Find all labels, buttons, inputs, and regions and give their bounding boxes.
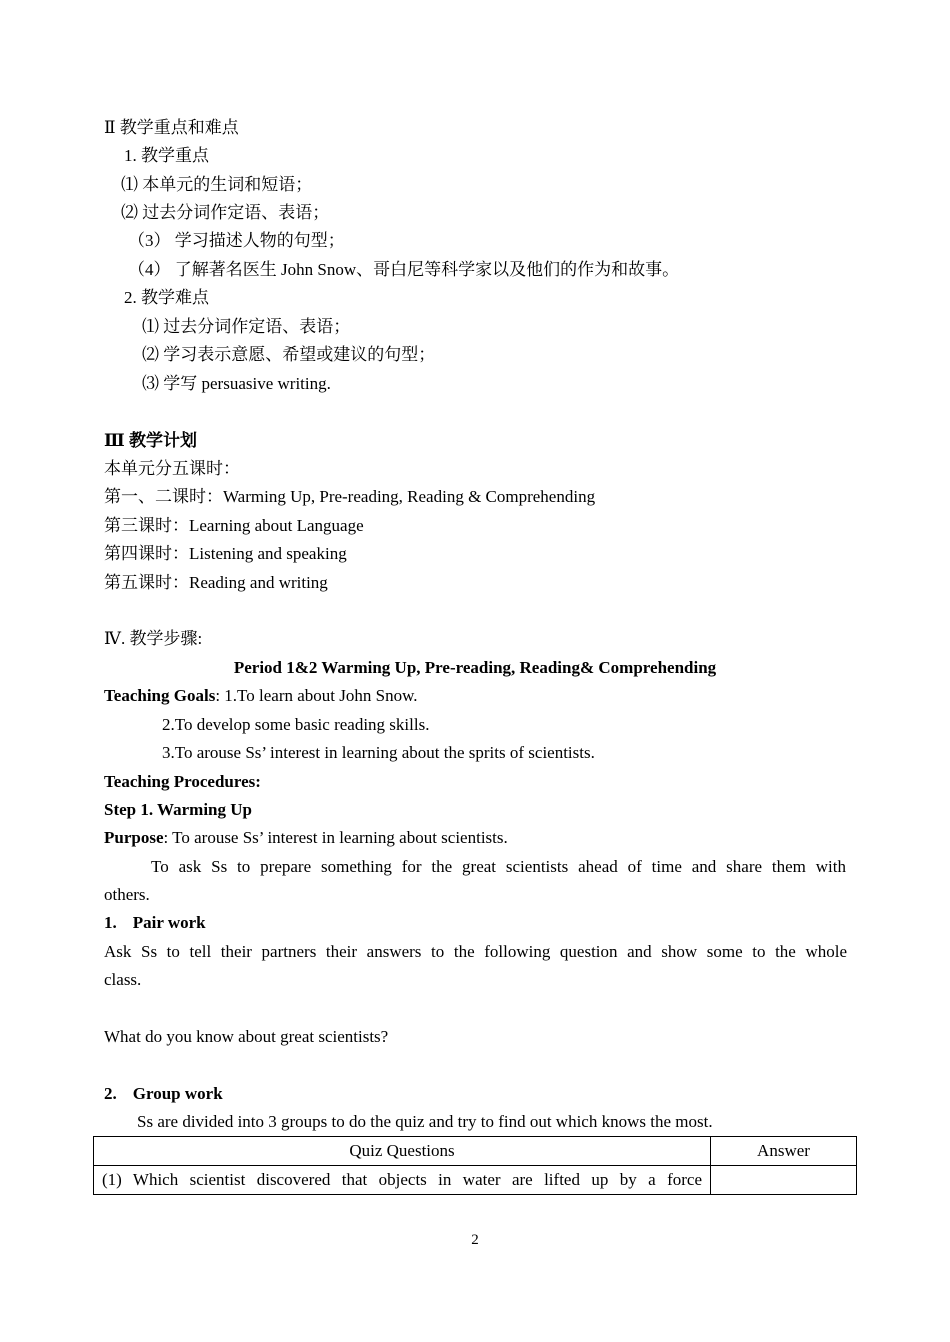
period-title: Period 1&2 Warming Up, Pre-reading, Reading& Comprehending <box>233 658 717 677</box>
pair-work-number: 1. <box>104 913 117 932</box>
quiz-questions-header: Quiz Questions <box>94 1137 711 1166</box>
purpose <box>104 827 508 849</box>
difficult-point-item: ⑵ 学习表示意愿、希望或建议的句型； <box>142 345 436 364</box>
group-work-number: 2. <box>104 1084 117 1103</box>
difficult-point-item: ⑶ 学写 persuasive writing. <box>142 374 331 393</box>
teaching-procedures-heading: Teaching Procedures: <box>104 772 261 791</box>
prep-paragraph-line: To ask Ss to prepare something for the great scientists ahead of time and share them with <box>151 857 846 876</box>
quiz-question-cell: (1) Which scientist discovered that objects in water are lifted up by a force <box>94 1166 711 1195</box>
key-point-item: ⑵ 过去分词作定语、表语； <box>121 203 330 222</box>
subheading-difficult-points: 2. 教学难点 <box>124 288 209 307</box>
step-1-heading: Step 1. Warming Up <box>104 800 252 819</box>
group-work-text: Ss are divided into 3 groups to do the quiz and try to find out which knows the most. <box>137 1112 713 1131</box>
plan-period: 第三课时：Learning about Language <box>104 516 364 535</box>
goal-3: 3.To arouse Ss’ interest in learning about the sprits of scientists. <box>162 743 595 762</box>
prep-paragraph-line: others. <box>104 885 150 904</box>
pair-work-text-line: class. <box>104 970 142 989</box>
goal-2: 2.To develop some basic reading skills. <box>162 715 430 734</box>
subheading-key-points: 1. 教学重点 <box>124 146 209 165</box>
group-work-heading <box>104 1083 223 1105</box>
difficult-point-item: ⑴ 过去分词作定语、表语； <box>142 317 351 336</box>
pair-work-heading <box>104 912 206 934</box>
discussion-question: What do you know about great scientists? <box>104 1027 389 1046</box>
table-row <box>94 1166 857 1195</box>
pair-work-text-line: Ask Ss to tell their partners their answers to the following question and show some to the whole <box>104 942 847 961</box>
section-2-heading: Ⅱ 教学重点和难点 <box>104 118 239 137</box>
purpose-text: : To arouse Ss’ interest in learning about scientists. <box>163 828 508 847</box>
plan-period: 第四课时：Listening and speaking <box>104 544 347 563</box>
section-3-heading: Ⅲ 教学计划 <box>104 431 197 450</box>
teaching-goals-label: Teaching Goals <box>104 686 216 705</box>
plan-intro: 本单元分五课时： <box>104 459 240 478</box>
purpose-label: Purpose <box>104 828 164 847</box>
teaching-goals <box>104 685 418 707</box>
key-point-item: ⑴ 本单元的生词和短语； <box>121 175 313 194</box>
page-number: 2 <box>471 1232 479 1248</box>
plan-period: 第五课时：Reading and writing <box>104 573 328 592</box>
key-point-item: （3） 学习描述人物的句型； <box>128 231 345 250</box>
group-work-title: Group work <box>132 1084 223 1103</box>
pair-work-title: Pair work <box>132 913 206 932</box>
answer-header: Answer <box>711 1137 857 1166</box>
quiz-table <box>93 1136 857 1195</box>
quiz-answer-cell <box>711 1166 857 1195</box>
table-header-row <box>94 1137 857 1166</box>
section-4-heading: Ⅳ. 教学步骤: <box>104 629 203 648</box>
goal-1: : 1.To learn about John Snow. <box>215 686 418 705</box>
plan-period: 第一、二课时：Warming Up, Pre-reading, Reading & Comprehending <box>104 487 596 506</box>
key-point-item: （4） 了解著名医生 John Snow、哥白尼等科学家以及他们的作为和故事。 <box>128 260 680 279</box>
